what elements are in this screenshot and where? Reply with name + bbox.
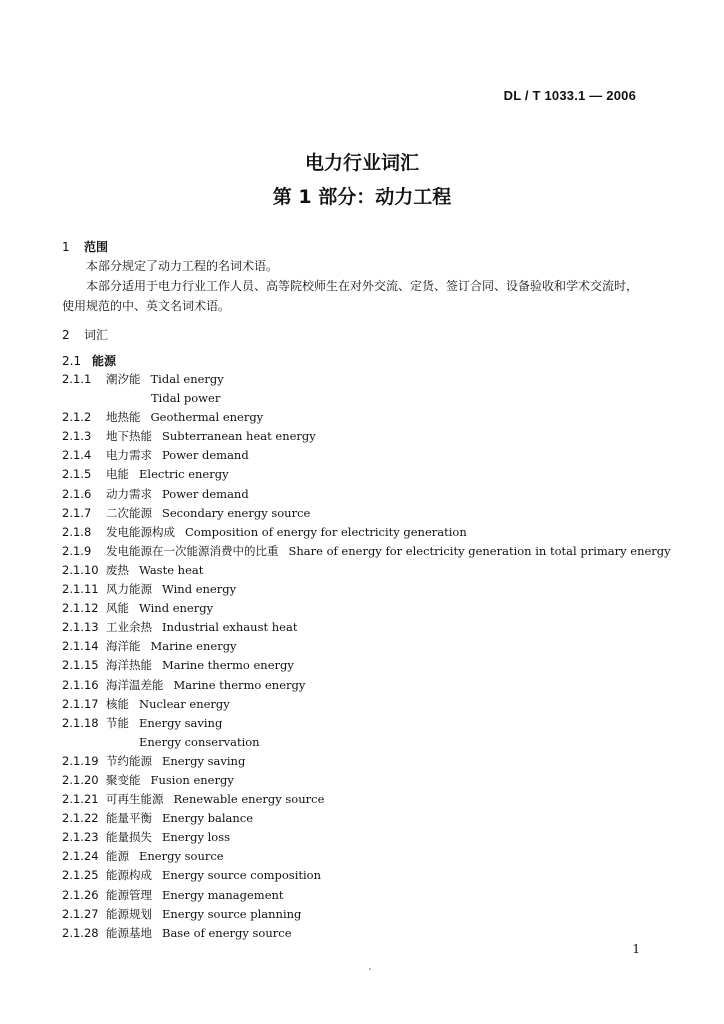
term-row [62,790,662,809]
term-english: Energy source [139,849,224,864]
section-2-title: 词汇 [84,328,109,342]
term-chinese: 电力需求 [106,448,152,463]
standard-code: DL / T 1033.1 — 2006 [503,88,636,103]
term-english: Share of energy for electricity generation in total primary energy [288,543,671,558]
section-1-heading [62,238,108,255]
term-english: Energy source composition [162,868,322,883]
term-row [62,618,662,637]
term-number: 2.1.21 [62,792,99,807]
term-number: 2.1.17 [62,696,99,711]
term-row [62,446,662,465]
term-english: Base of energy source [162,925,292,940]
section-2-heading [62,326,108,343]
term-number: 2.1.11 [62,582,99,597]
term-chinese: 能量平衡 [106,811,152,826]
term-english: Energy management [162,887,284,902]
term-chinese: 聚变能 [106,772,141,787]
term-chinese: 动力需求 [106,486,152,501]
term-chinese: 海洋能 [106,639,141,654]
term-number: 2.1.22 [62,811,99,826]
term-chinese: 风力能源 [106,582,152,597]
term-number: 2.1.16 [62,677,99,692]
term-chinese: 发电能源构成 [106,524,175,539]
term-chinese: 海洋温差能 [106,677,164,692]
document-subtitle: 第 1 部分：动力工程 [272,186,452,208]
term-english: Fusion energy [150,772,234,787]
page-number: 1 [632,942,640,956]
term-number: 2.1.6 [62,486,92,501]
term-row [62,504,662,523]
term-row [62,771,662,790]
term-english: Energy balance [162,811,254,826]
term-chinese: 节能 [106,715,129,730]
term-english: Subterranean heat energy [162,429,316,444]
term-row [62,695,662,714]
term-number: 2.1.1 [62,372,92,386]
term-english: Marine energy [150,639,237,654]
term-chinese: 废热 [106,562,129,577]
term-row [62,847,662,866]
term-chinese: 二次能源 [106,505,152,520]
term-english: Industrial exhaust heat [162,620,298,635]
term-row [62,408,662,427]
term-chinese: 电能 [106,467,129,482]
term-chinese: 潮汐能 [106,372,141,386]
term-row [62,542,671,561]
term-row [62,561,662,580]
term-row [62,637,662,656]
term-number: 2.1.9 [62,543,92,558]
term-row [62,656,662,675]
term-row [62,866,662,885]
term-chinese: 风能 [106,601,129,616]
term-row [62,465,662,484]
term-number: 2.1.2 [62,410,92,425]
term-row [62,828,662,847]
term-chinese: 地热能 [106,410,141,425]
term-number: 2.1.27 [62,906,99,921]
term-row [62,924,662,943]
term-number: 2.1.20 [62,772,99,787]
term-number: 2.1.24 [62,849,99,864]
term-english: Waste heat [139,562,204,577]
subsection-number: 2.1 [62,354,82,368]
term-row [62,676,662,695]
scope-paragraph-2 [62,276,642,316]
term-number: 2.1.5 [62,467,92,482]
term-chinese: 能源规划 [106,906,152,921]
term-number: 2.1.3 [62,429,92,444]
section-2-number: 2 [62,328,70,342]
term-row [62,733,662,752]
term-english: Renewable energy source [173,792,325,807]
scope-paragraph-1-text: 本部分规定了动力工程的名词术语。 [86,259,279,273]
term-row [62,752,662,771]
term-row [62,580,662,599]
term-number: 2.1.13 [62,620,99,635]
term-row [62,370,662,389]
term-english: Nuclear energy [139,696,230,711]
subsection-title: 能源 [92,354,117,368]
term-chinese: 能源构成 [106,868,152,883]
term-english: Wind energy [162,582,237,597]
term-chinese: 能量损失 [106,830,152,845]
term-number: 2.1.28 [62,925,99,940]
term-english: Power demand [162,448,249,463]
term-chinese: 核能 [106,696,129,711]
term-number: 2.1.4 [62,448,92,463]
term-chinese: 能源基地 [106,925,152,940]
term-number: 2.1.19 [62,753,99,768]
term-number: 2.1.25 [62,868,99,883]
term-english: Power demand [162,486,249,501]
term-number: 2.1.8 [62,524,92,539]
term-row [62,427,662,446]
term-chinese: 海洋热能 [106,658,152,673]
term-english: Composition of energy for electricity generation [185,524,467,539]
scope-paragraph-1 [62,256,642,276]
term-english: Wind energy [139,601,214,616]
section-1-number: 1 [62,240,70,254]
term-english: Energy saving [139,715,223,730]
term-english: Secondary energy source [162,505,311,520]
term-row [62,809,662,828]
scan-speck [369,968,371,970]
term-number: 2.1.14 [62,639,99,654]
term-chinese: 节约能源 [106,753,152,768]
section-1-title: 范围 [84,240,109,254]
term-row [62,485,662,504]
term-row [62,599,662,618]
term-number: 2.1.10 [62,562,99,577]
term-number: 2.1.18 [62,715,99,730]
term-english: Energy conservation [139,734,260,749]
term-row [62,714,662,733]
term-chinese: 能源 [106,849,129,864]
term-english: Marine thermo energy [173,677,306,692]
term-row [62,886,662,905]
term-english: Energy source planning [162,906,302,921]
term-number: 2.1.26 [62,887,99,902]
scope-paragraph-2-text: 本部分适用于电力行业工作人员、高等院校师生在对外交流、定货、签订合同、设备验收和学术交流时，使用规范的中、英文名词术语。 [62,279,639,313]
term-chinese: 工业余热 [106,620,152,635]
term-list [62,370,671,943]
term-number: 2.1.7 [62,505,92,520]
term-row [62,905,662,924]
term-english: Tidal energy [150,372,224,386]
document-title: 电力行业词汇 [304,152,419,174]
term-english: Marine thermo energy [162,658,294,673]
term-chinese: 能源管理 [106,887,152,902]
term-row [62,523,662,542]
term-number: 2.1.12 [62,601,99,616]
term-english: Energy saving [162,753,246,768]
term-chinese: 可再生能源 [106,792,164,807]
term-english: Electric energy [139,467,229,482]
term-english: Geothermal energy [150,410,264,425]
subsection-2-1-heading [62,352,116,369]
term-number: 2.1.23 [62,830,99,845]
term-chinese: 发电能源在一次能源消费中的比重 [106,543,279,558]
term-row [62,389,662,408]
term-number: 2.1.15 [62,658,99,673]
term-chinese: 地下热能 [106,429,152,444]
term-english: Tidal power [151,391,221,406]
term-english: Energy loss [162,830,231,845]
